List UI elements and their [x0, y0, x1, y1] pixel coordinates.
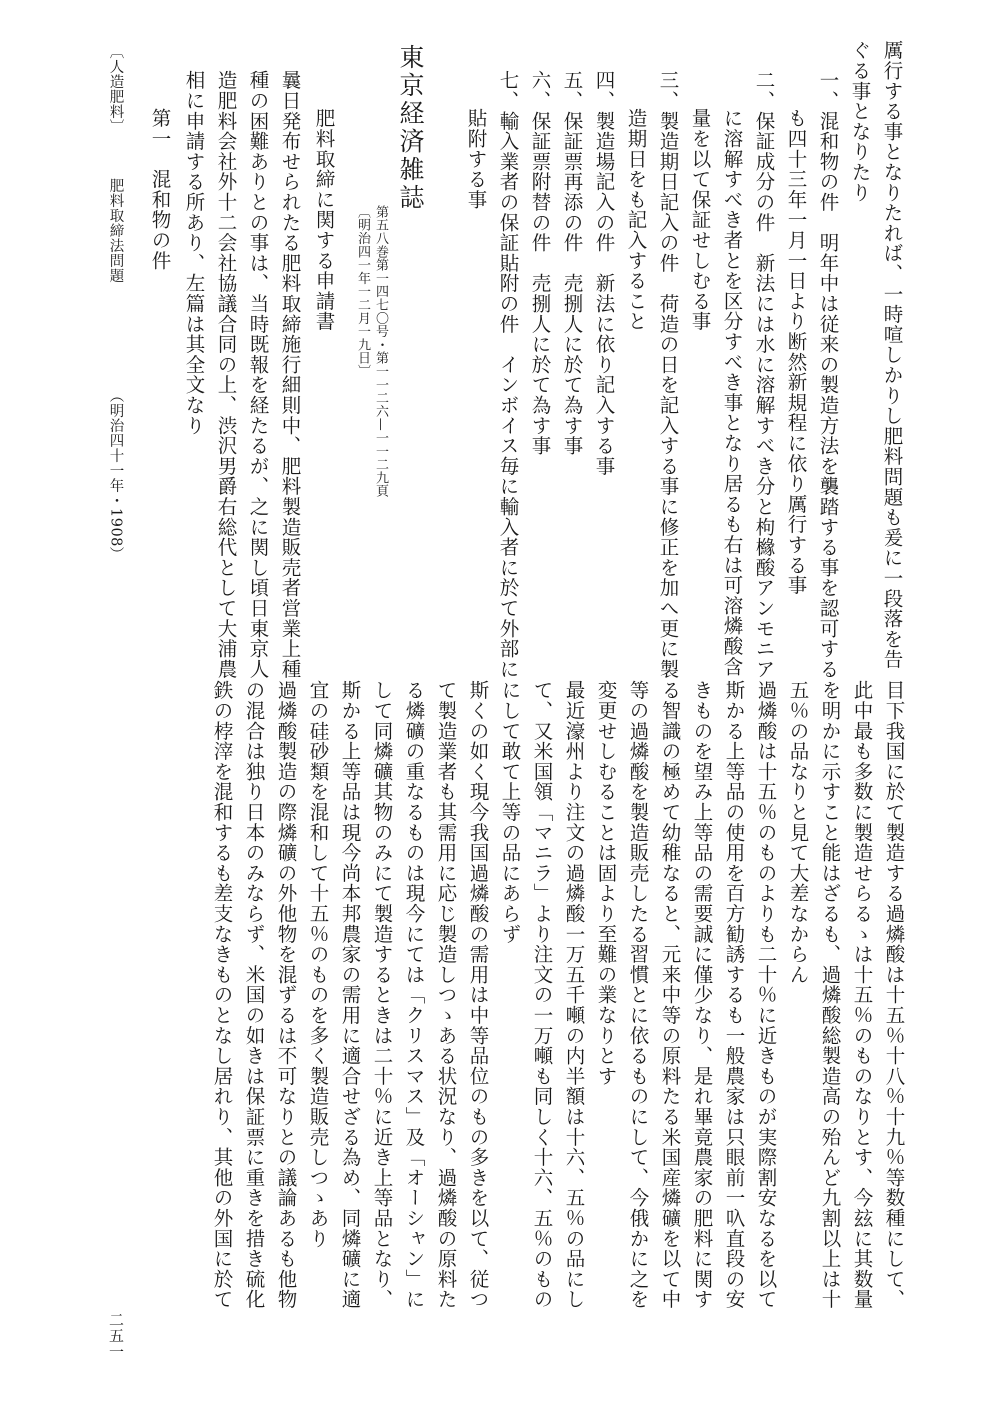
footer-title: 肥料取締法問題 — [107, 178, 124, 283]
petition-title: 肥料取締に関する申請書 — [312, 108, 336, 332]
page-number: 二五一 — [107, 1312, 125, 1360]
item-2-line-3: 量を以て保証せしむる事 — [688, 108, 712, 332]
item-7-line-1: 七、輸入業者の保証貼附の件 インボイス毎に輸入者に於て外部に — [496, 70, 520, 679]
item-2-line-2: に溶解すべき者とを区分すべき事となり居るも右は可溶燐酸含 — [720, 108, 744, 677]
petition-line-3: 造肥料会社外十二会社協議合同の上、渋沢男爵右総代として大浦農 — [214, 70, 238, 679]
body-line-3: を明かに示すこと能はざるも、過燐酸総製造高の殆んど九割以上は十 — [818, 680, 842, 1310]
body-line-6: 斯かる上等品の使用を百方勧誘するも一般農家は只眼前一叺直段の安 — [722, 680, 746, 1310]
body-line-5: 過燐酸は十五％のものよりも二十％に近きものが実際割安なるを以て — [754, 680, 778, 1310]
item-6: 六、保証票附替の件 売捌人に於て為す事 — [528, 70, 552, 456]
body-line-19: 宜の硅砂類を混和して十五％のものを多く製造販売しつゝあり — [306, 680, 330, 1249]
body-line-1: 目下我国に於て製造する過燐酸は十五％十八％十九％等数種にして、 — [882, 680, 906, 1310]
body-line-8: る智識の極めて幼稚なると、元来中等の原料たる米国産燐礦を以て中 — [658, 680, 682, 1310]
body-line-20: 過燐酸製造の際燐礦の外他物を混ずるは不可なりとの議論あるも他物 — [274, 680, 298, 1310]
body-line-2: 此中最も多数に製造せらるゝは十五％のものなりとす、今玆に其数量 — [850, 680, 874, 1310]
item-1-line-2: も四十三年一月一日より断然新規程に依り厲行する事 — [784, 108, 808, 596]
item-3-line-2: 造期日をも記入すること — [624, 108, 648, 332]
body-line-11: 最近濠州より注文の過燐酸一万五千噸の内半額は十六、五％の品にし — [562, 680, 586, 1310]
journal-title: 東京経済雑誌 — [396, 44, 425, 212]
item-5: 五、保証票再添の件 売捌人に於て為す事 — [560, 70, 584, 456]
item-1-line-1: 一、混和物の件 明年中は従来の製造方法を襲踏する事を認可する — [816, 70, 840, 679]
journal-citation-2: 〔明治四一年一二月一九日〕 — [355, 205, 370, 378]
body-line-7: きものを望み上等品の需要誠に僅少なり、是れ畢竟農家の肥料に関す — [690, 680, 714, 1310]
body-line-22: 鉄の桲滓を混和するも差支なきものとなし居れり、其他の外国に於て — [210, 680, 234, 1310]
petition-line-1: 曩日発布せられたる肥料取締施行細則中、肥料製造販売者営業上種 — [278, 70, 302, 679]
footer-category: 〔人造肥料〕 — [107, 44, 124, 134]
intro-line-1: 厲行する事となりたれば、一時喧しかりし肥料問題も爰に一段落を告 — [880, 40, 904, 670]
body-line-13: にして敢て上等の品にあらず — [498, 680, 522, 944]
body-line-9: 等の過燐酸を製造販売したる習慣とに依るものにして、今俄かに之を — [626, 680, 650, 1310]
journal-citation-1: 第五八巻第一四七〇号・第一一二六—一一二九頁 — [373, 205, 388, 498]
body-line-10: 変更せしむることは固より至難の業なりとす — [594, 680, 618, 1086]
item-7-line-2: 貼附する事 — [464, 108, 488, 210]
body-line-12: て、又米国領「マニラ」より注文の一万噸も同しく十六、五％のもの — [530, 680, 554, 1310]
body-line-16: る燐礦の重なるものは現今にては「クリスマス」及「オーシャン」に — [402, 680, 426, 1310]
body-line-17: して同燐礦其物のみにて製造するときは二十％に近き上等品となり、 — [370, 680, 394, 1310]
petition-line-2: 種の困難ありとの事は、当時既報を経たるが、之に関し頃日東京人 — [246, 70, 270, 679]
body-line-15: て製造業者も其需用に応じ製造しつゝある状況なり、過燐酸の原料た — [434, 680, 458, 1310]
section-heading: 第一 混和物の件 — [148, 108, 172, 271]
body-line-18: 斯かる上等品は現今尚本邦農家の需用に適合せざる為め、同燐礦に適 — [338, 680, 362, 1310]
body-line-14: 斯くの如く現今我国過燐酸の需用は中等品位のもの多きを以て、従つ — [466, 680, 490, 1310]
body-line-4: 五％の品なりと見て大差なからん — [786, 680, 810, 985]
item-3-line-1: 三、製造期日記入の件 荷造の日を記入する事に修正を加へ更に製 — [656, 70, 680, 679]
petition-line-4: 相に申請する所あり、左篇は其全文なり — [182, 70, 206, 436]
item-2-line-1: 二、保証成分の件 新法には水に溶解すべき分と枸櫞酸アンモニア — [752, 70, 776, 679]
item-4: 四、製造場記入の件 新法に依り記入する事 — [592, 70, 616, 476]
footer-date: （明治四十一年・1908） — [107, 388, 124, 562]
intro-line-2: ぐる事となりたり — [848, 40, 872, 203]
body-line-21: の混合は独り日本のみならず、米国の如きは保証票に重きを措き硫化 — [242, 680, 266, 1310]
